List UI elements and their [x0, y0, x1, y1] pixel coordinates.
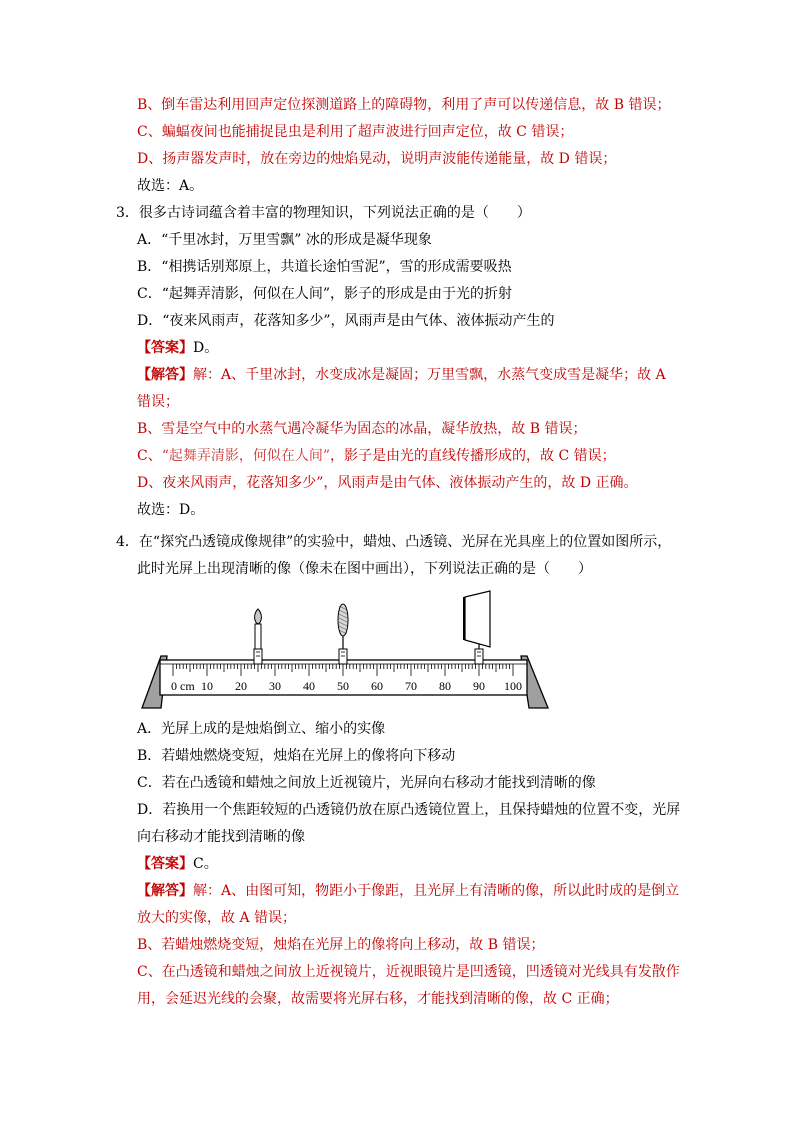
- q4-stem-line2: 此时光屏上出现清晰的像（像未在图中画出），下列说法正确的是（ ）: [137, 561, 592, 577]
- ruler-label: 70: [405, 679, 417, 693]
- q4-option-c: C．若在凸透镜和蜡烛之间放上近视镜片，光屏向右移动才能找到清晰的像: [137, 775, 596, 791]
- q4-solution-c-cont: 用，会延迟光线的会聚，故需要将光屏右移，才能找到清晰的像，故 C 正确；: [137, 991, 619, 1007]
- lens-holder: [338, 604, 348, 664]
- q4-stem-line1: 4．在“探究凸透镜成像规律”的实验中，蜡烛、凸透镜、光屏在光具座上的位置如图所示，: [116, 534, 672, 550]
- candle-holder: [254, 609, 262, 664]
- q4-solution-a-text: 解：A、由图可知，物距小于像距，且光屏上有清晰的像，所以此时成的是倒立: [193, 883, 680, 899]
- q3-option-d: D．“夜来风雨声，花落知多少”，风雨声是由气体、液体振动产生的: [137, 313, 555, 329]
- q3-solution-tag: 【解答】: [137, 367, 193, 383]
- ruler-label: 30: [269, 679, 281, 693]
- q3-option-c: C．“起舞弄清影，何似在人间”，影子的形成是由于光的折射: [137, 286, 513, 302]
- light-screen-edge: [463, 597, 465, 640]
- q4-answer-tag: 【答案】: [137, 856, 193, 872]
- q4-solution-tag: 【解答】: [137, 883, 193, 899]
- q4-solution-b: B、若蜡烛燃烧变短，烛焰在光屏上的像将向上移动，故 B 错误；: [137, 937, 545, 953]
- q4-answer-value: C。: [193, 856, 218, 872]
- q4-solution-a-cont: 放大的实像，故 A 错误；: [137, 910, 297, 926]
- prev-solution-d: D、扬声器发声时，放在旁边的烛焰晃动，说明声波能传递能量，故 D 错误；: [137, 151, 617, 167]
- ruler-label: 10: [201, 679, 213, 693]
- q3-solution-c-quote: “起舞弄清影，何似在人间”: [161, 448, 331, 464]
- light-screen: [465, 591, 490, 647]
- ruler-label: 50: [337, 679, 349, 693]
- q3-pick: 故选：D。: [137, 502, 205, 518]
- ruler-label: 90: [473, 679, 485, 693]
- q3-solution-a-text: 解：A、千里冰封，水变成冰是凝固；万里雪飘，水蒸气变成雪是凝华；故 A: [193, 367, 666, 383]
- q3-solution-a-cont: 错误；: [137, 394, 179, 410]
- bench-objects: [254, 591, 490, 664]
- ruler-label: 0 cm: [171, 679, 195, 693]
- q3-solution-c-prefix: C、: [137, 448, 162, 464]
- q4-option-b: B．若蜡烛燃烧变短，烛焰在光屏上的像将向下移动: [137, 748, 456, 764]
- q3-stem: 3．很多古诗词蕴含着丰富的物理知识，下列说法正确的是（ ）: [116, 205, 531, 221]
- ruler-label: 80: [439, 679, 451, 693]
- candle-flame: [255, 609, 262, 624]
- q4-answer: [137, 854, 218, 874]
- q3-option-b: B．“相携话别郑原上，共道长途怕雪泥”，雪的形成需要吸热: [137, 259, 512, 275]
- q3-solution-b: B、雪是空气中的水蒸气遇冷凝华为固态的冰晶，凝华放热，故 B 错误；: [137, 421, 587, 437]
- ruler-label: 100: [504, 679, 522, 693]
- q3-solution-d: D、夜来风雨声，花落知多少”，风雨声是由气体、液体振动产生的，故 D 正确。: [137, 475, 638, 491]
- ruler-label: 60: [371, 679, 383, 693]
- q3-answer-value: D。: [193, 340, 219, 356]
- candle-body: [255, 624, 261, 649]
- q3-option-a: A．“千里冰封，万里雪飘” 冰的形成是凝华现象: [137, 232, 432, 248]
- ruler-unit: cm: [180, 679, 195, 693]
- q4-option-d: D．若换用一个焦距较短的凸透镜仍放在原凸透镜位置上，且保持蜡烛的位置不变，光屏: [137, 802, 681, 818]
- prev-pick: 故选：A。: [137, 178, 204, 194]
- prev-solution-c: C、蝙蝠夜间也能捕捉昆虫是利用了超声波进行回声定位，故 C 错误；: [137, 124, 574, 140]
- q4-option-d-cont: 向右移动才能找到清晰的像: [137, 829, 305, 845]
- q3-answer-tag: 【答案】: [137, 340, 193, 356]
- q4-solution-c: C、在凸透镜和蜡烛之间放上近视镜片，近视眼镜片是凹透镜，凹透镜对光线具有发散作: [137, 964, 680, 980]
- ruler-label: 20: [235, 679, 247, 693]
- q4-solution-a: [137, 881, 679, 901]
- q3-solution-c-text: ，影子是由光的直线传播形成的，故 C 错误；: [330, 448, 616, 464]
- prev-solution-b: B、倒车雷达利用回声定位探测道路上的障碍物，利用了声可以传递信息，故 B 错误；: [137, 97, 671, 113]
- screen-holder: [463, 591, 490, 664]
- q4-option-a: A．光屏上成的是烛焰倒立、缩小的实像: [137, 721, 386, 737]
- ruler-label: 40: [303, 679, 315, 693]
